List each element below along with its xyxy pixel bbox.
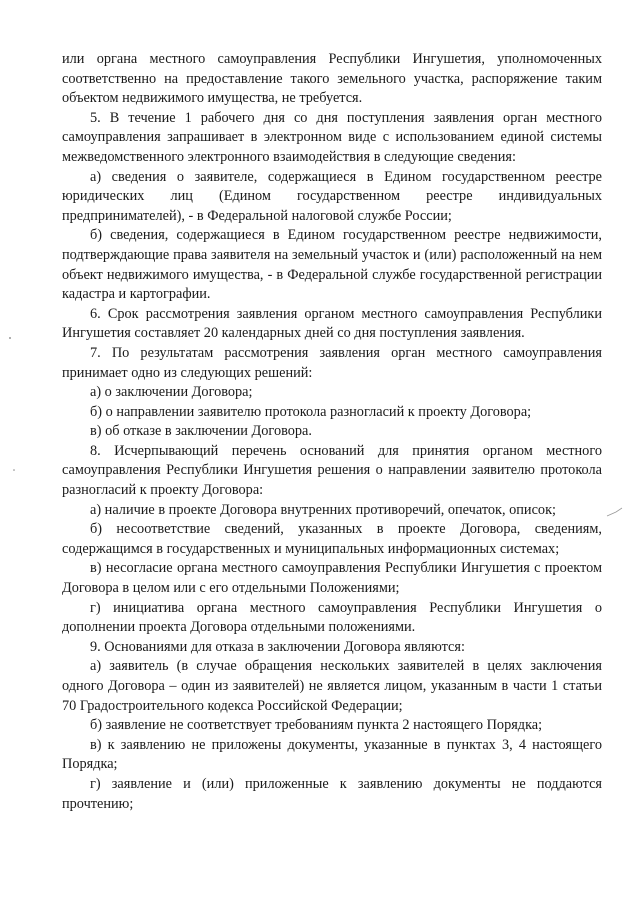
paragraph: 6. Срок рассмотрения заявления органом местного самоуправления Республики Ингушетия составляет 20 календарных дней со дня поступления заявления.	[62, 305, 602, 342]
paragraph: в) к заявлению не приложены документы, указанные в пунктах 3, 4 настоящего Порядка;	[62, 736, 602, 773]
paragraph: в) несогласие органа местного самоуправления Республики Ингушетия с проектом Договора в целом или с его отдельными Положениями;	[62, 560, 602, 597]
scan-speck	[9, 337, 11, 339]
scan-mark	[607, 508, 622, 516]
paragraph: г) инициатива органа местного самоуправления Республики Ингушетия о дополнении проекта Договора отдельными положениями.	[62, 599, 602, 636]
paragraph: а) наличие в проекте Договора внутренних противоречий, опечаток, описок;	[90, 501, 556, 518]
paragraph: а) заявитель (в случае обращения нескольких заявителей в целях заключения одного Договора – один из заявителей) не является лицом, указанным в части 1 статьи 70 Градостроительного кодекса Российской Федерации;	[62, 658, 602, 714]
paragraph: а) о заключении Договора;	[90, 384, 253, 401]
paragraph: 7. По результатам рассмотрения заявления орган местного самоуправления принимает одно из следующих решений:	[62, 344, 602, 381]
paragraph: б) о направлении заявителю протокола разногласий к проекту Договора;	[90, 403, 532, 420]
paragraph: б) сведения, содержащиеся в Едином государственном реестре недвижимости, подтверждающие права заявителя на земельный участок и (или) расположенный на нем объект недвижимого имущества, - в Федеральной службе государственной регистрации кадастра и картографии.	[62, 227, 602, 303]
document-body	[62, 50, 602, 814]
paragraph: 8. Исчерпывающий перечень оснований для принятия органом местного самоуправления Республики Ингушетия решения о направлении заявителю протокола разногласий к проекту Договора:	[62, 442, 602, 499]
paragraph: а) сведения о заявителе, содержащиеся в Едином государственном реестре юридических лиц (Едином государственном реестре индивидуальных предпринимателей), - в Федеральной налоговой службе России;	[62, 168, 602, 224]
paragraph: б) заявление не соответствует требованиям пункта 2 настоящего Порядка;	[90, 717, 543, 734]
paragraph: 5. В течение 1 рабочего дня со дня поступления заявления орган местного самоуправления запрашивает в электронном виде с использованием единой системы межведомственного электронного взаимодействия в следующие сведения:	[62, 109, 602, 165]
paragraph: или органа местного самоуправления Республики Ингушетия, уполномоченных соответственно на предоставление такого земельного участка, распоряжение таким объектом недвижимого имущества, не требуется.	[62, 51, 602, 107]
paragraph: б) несоответствие сведений, указанных в проекте Договора, сведениям, содержащимся в государственных и муниципальных информационных системах;	[62, 521, 602, 557]
paragraph: в) об отказе в заключении Договора.	[90, 423, 312, 440]
paragraph: 9. Основаниями для отказа в заключении Договора являются:	[90, 638, 465, 655]
paragraph: г) заявление и (или) приложенные к заявлению документы не поддаются прочтению;	[62, 775, 602, 812]
scan-speck	[13, 469, 15, 471]
